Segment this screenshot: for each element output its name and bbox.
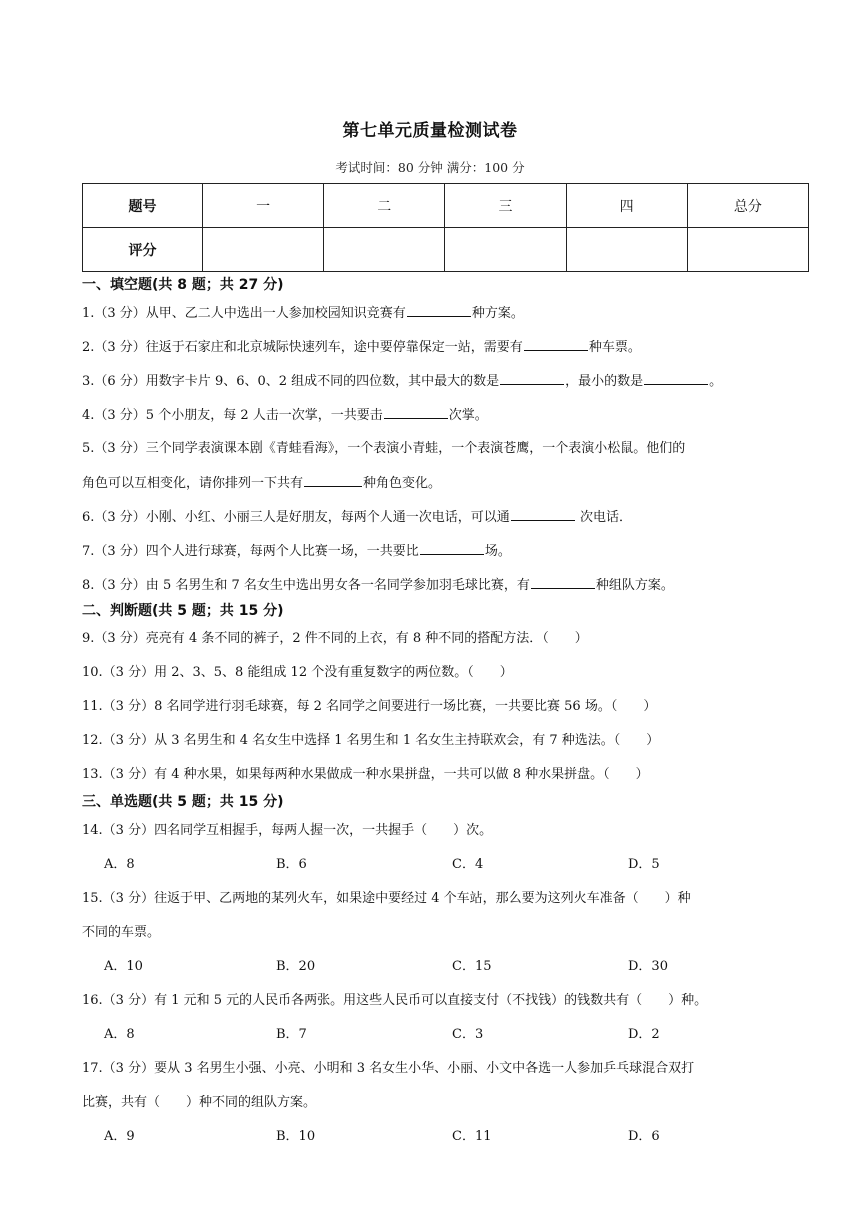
answer-blank[interactable] (511, 508, 575, 521)
section-heading-true-false: 二、判断题(共 5 题；共 15 分) (82, 603, 284, 619)
question-16: 16.（3 分）有 1 元和 5 元的人民币各两张。用这些人民币可以直接支付（不找钱）的钱数共有（ ）种。 (82, 993, 708, 1008)
option-a[interactable]: A．8 (104, 857, 135, 872)
answer-blank[interactable] (420, 542, 484, 555)
score-cell[interactable] (445, 228, 566, 272)
score-cell[interactable] (324, 228, 445, 272)
option-d[interactable]: D．6 (628, 1129, 660, 1144)
score-cell[interactable] (687, 228, 808, 272)
score-table-col-total: 总分 (687, 184, 808, 228)
question-text: 种车票。 (588, 340, 641, 355)
question-5-line-2 (82, 474, 822, 493)
score-table (82, 183, 809, 272)
option-b[interactable]: B．6 (276, 857, 307, 872)
question-text: 次掌。 (448, 408, 488, 423)
question-8 (82, 576, 822, 595)
answer-blank[interactable] (644, 372, 708, 385)
question-17-line-1: 17.（3 分）要从 3 名男生小强、小亮、小明和 3 名女生小华、小丽、小文中各选一人参加乒乓球混合双打 (82, 1061, 695, 1076)
question-6 (82, 508, 822, 527)
score-cell[interactable] (203, 228, 324, 272)
option-b[interactable]: B．7 (276, 1027, 307, 1042)
option-c[interactable]: C．15 (452, 959, 492, 974)
answer-blank[interactable] (500, 372, 564, 385)
question-text: 6.（3 分）小刚、小红、小丽三人是好朋友，每两个人通一次电话，可以通 (82, 510, 510, 525)
option-d[interactable]: D．5 (628, 857, 660, 872)
section-heading-fill-in: 一、填空题(共 8 题；共 27 分) (82, 277, 284, 293)
score-table-col-3: 三 (445, 184, 566, 228)
option-b[interactable]: B．10 (276, 1129, 316, 1144)
question-10: 10.（3 分）用 2、3、5、8 能组成 12 个没有重复数字的两位数。（ ） (82, 665, 513, 680)
question-5-line-1 (82, 440, 822, 458)
question-3 (82, 372, 822, 391)
question-1 (82, 304, 822, 323)
answer-blank[interactable] (384, 406, 448, 419)
answer-blank[interactable] (304, 474, 362, 487)
answer-blank[interactable] (407, 304, 471, 317)
question-text: 种组队方案。 (595, 578, 674, 593)
question-17-line-2: 比赛，共有（ ）种不同的组队方案。 (82, 1095, 317, 1110)
option-b[interactable]: B．20 (276, 959, 316, 974)
question-14: 14.（3 分）四名同学互相握手，每两人握一次，一共握手（ ）次。 (82, 823, 493, 838)
option-a[interactable]: A．9 (104, 1129, 135, 1144)
question-9: 9.（3 分）亮亮有 4 条不同的裤子，2 件不同的上衣，有 8 种不同的搭配方法．（ ） (82, 631, 588, 646)
question-12: 12.（3 分）从 3 名男生和 4 名女生中选择 1 名男生和 1 名女生主持联欢会，有 7 种选法。（ ） (82, 733, 660, 748)
option-a[interactable]: A．8 (104, 1027, 135, 1042)
score-table-col-4: 四 (566, 184, 687, 228)
question-text: 5.（3 分）三个同学表演课本剧《青蛙看海》，一个表演小青蛙，一个表演苍鹰，一个表演小松鼠。他们的 (82, 441, 686, 456)
score-table-score-row (83, 228, 809, 272)
question-11: 11.（3 分）8 名同学进行羽毛球赛，每 2 名同学之间要进行一场比赛，一共要比赛 56 场。（ ） (82, 699, 657, 714)
section-heading-multiple-choice: 三、单选题(共 5 题；共 15 分) (82, 794, 284, 810)
question-text: 1.（3 分）从甲、乙二人中选出一人参加校园知识竞赛有 (82, 306, 406, 321)
question-text: ，最小的数是 (565, 374, 644, 389)
answer-blank[interactable] (524, 338, 588, 351)
question-15-line-2: 不同的车票。 (82, 925, 161, 940)
exam-info: 考试时间：80 分钟 满分：100 分 (335, 160, 525, 175)
question-text: 4.（3 分）5 个小朋友，每 2 人击一次掌，一共要击 (82, 408, 383, 423)
score-table-col-2: 二 (324, 184, 445, 228)
question-text: 角色可以互相变化，请你排列一下共有 (82, 476, 304, 491)
question-text: 8.（3 分）由 5 名男生和 7 名女生中选出男女各一名同学参加羽毛球比赛，有 (82, 578, 530, 593)
question-7 (82, 542, 822, 561)
score-cell[interactable] (566, 228, 687, 272)
question-4 (82, 406, 822, 425)
page-title: 第七单元质量检测试卷 (342, 121, 518, 141)
question-text: 7.（3 分）四个人进行球赛，每两个人比赛一场，一共要比 (82, 544, 419, 559)
score-table-row-label: 评分 (83, 228, 203, 272)
question-text: 种方案。 (471, 306, 524, 321)
option-d[interactable]: D．2 (628, 1027, 660, 1042)
question-text: 次电话． (575, 510, 632, 525)
score-table-header-row (83, 184, 809, 228)
question-15-line-1: 15.（3 分）往返于甲、乙两地的某列火车，如果途中要经过 4 个车站，那么要为这列火车准备（ ）种 (82, 891, 691, 906)
question-text: 2.（3 分）往返于石家庄和北京城际快速列车，途中要停靠保定一站，需要有 (82, 340, 523, 355)
option-c[interactable]: C．4 (452, 857, 484, 872)
option-a[interactable]: A．10 (104, 959, 143, 974)
score-table-col-1: 一 (203, 184, 324, 228)
question-13: 13.（3 分）有 4 种水果，如果每两种水果做成一种水果拼盘，一共可以做 8 种水果拼盘。（ ） (82, 767, 649, 782)
question-text: 场。 (484, 544, 511, 559)
answer-blank[interactable] (531, 576, 595, 589)
score-table-header-label: 题号 (83, 184, 203, 228)
question-text: 3.（6 分）用数字卡片 9、6、0、2 组成不同的四位数，其中最大的数是 (82, 374, 500, 389)
option-d[interactable]: D．30 (628, 959, 668, 974)
question-text: 种角色变化。 (363, 476, 442, 491)
option-c[interactable]: C．3 (452, 1027, 484, 1042)
option-c[interactable]: C．11 (452, 1129, 492, 1144)
question-text: 。 (709, 374, 723, 389)
question-2 (82, 338, 822, 357)
